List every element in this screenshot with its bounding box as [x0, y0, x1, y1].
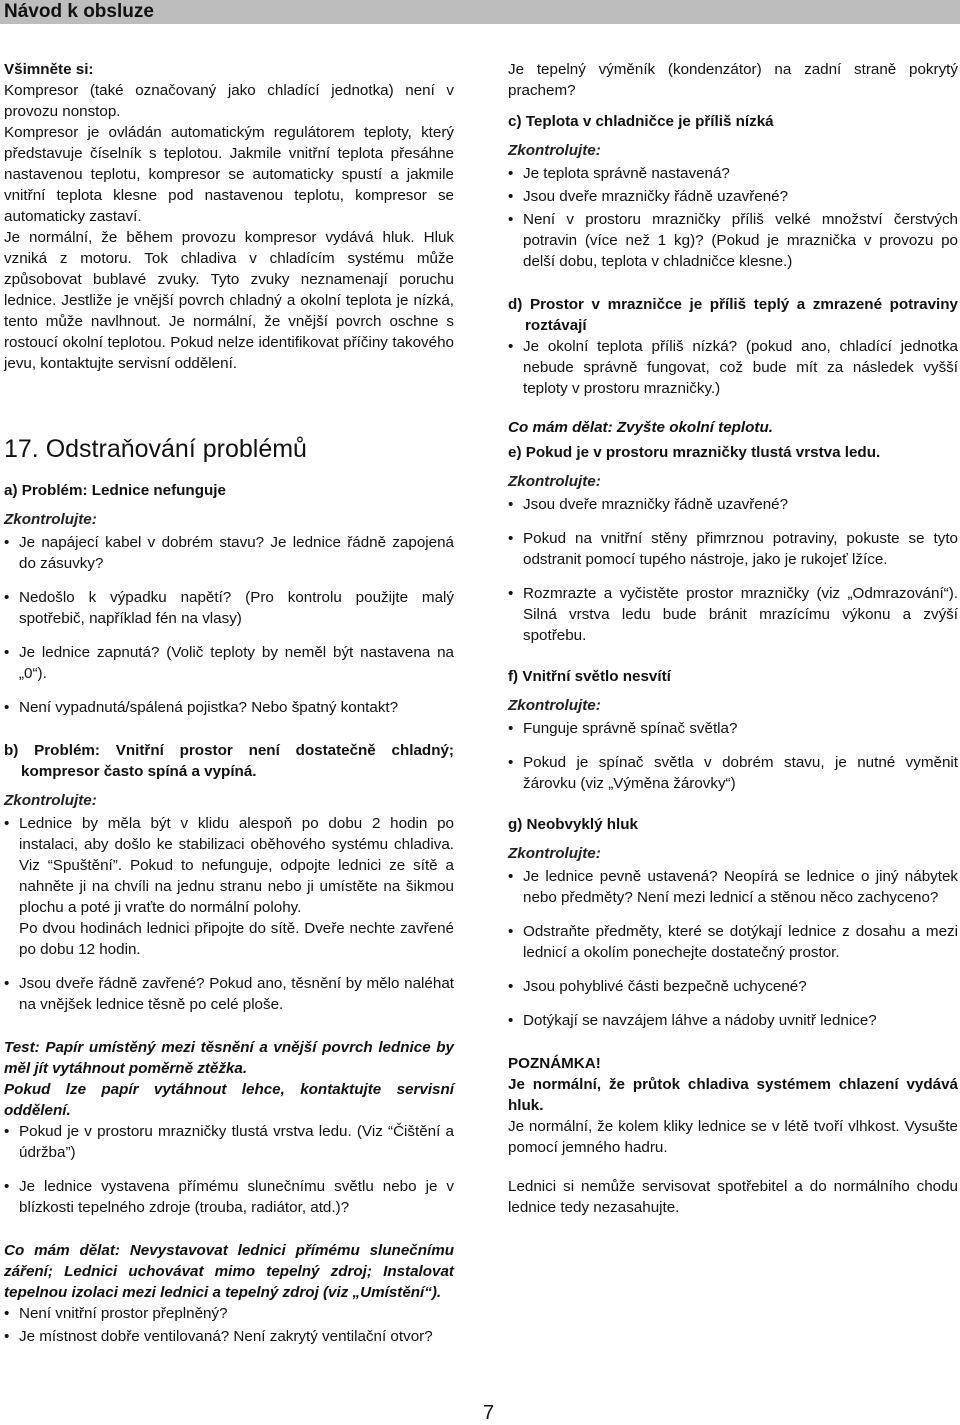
list-item-text: Lednice by měla být v klidu alespoň po dobu 2 hodin po instalaci, aby došlo ke stabilizaci oběhového systému chladiva. Viz “Spuštění”. Pokud to nefunguje, odpojte lednici ze sítě a nahněte ji na chvíli na jednu stranu nebo ji umístěte na šikmou plochu a poté ji vraťte do normální polohy.	[19, 815, 454, 916]
todo-text: Co mám dělat: Zvyšte okolní teplotu.	[508, 419, 773, 436]
check-label: Zkontrolujte:	[4, 792, 97, 809]
list-item: • Není v prostoru mrazničky příliš velké množství čerstvých potravin (více než 1 kg)? (Pokud je mraznička v provozu po delší dobu, teplota v chladničce klesne.)	[508, 209, 958, 272]
problem-d-list	[508, 336, 958, 399]
list-item: • Funguje správně spínač světla?	[508, 718, 958, 739]
header-bar	[0, 0, 960, 24]
list-item: • Rozmrazte a vyčistěte prostor mrazničky (viz „Odmrazování“). Silná vrstva ledu bude bránit mrazícímu výkonu a zvýší spotřebu.	[508, 583, 958, 646]
note-paragraph: Kompresor (také označovaný jako chladící jednotka) není v provozu nonstop.	[4, 82, 454, 120]
list-item	[4, 813, 454, 960]
problem-c-title: c) Teplota v chladničce je příliš nízká	[508, 113, 774, 130]
check-label: Zkontrolujte:	[508, 142, 601, 159]
problem-c-list	[508, 163, 958, 272]
problem-e-title: e) Pokud je v prostoru mrazničky tlustá vrstva ledu.	[508, 444, 881, 461]
problem-e-list	[508, 494, 958, 646]
problem-a-list	[4, 532, 454, 718]
list-item: • Nedošlo k výpadku napětí? (Pro kontrolu použijte malý spotřebič, například fén na vlasy)	[4, 587, 454, 629]
problem-d-title: d) Prostor v mrazničce je příliš teplý a zmrazené potraviny roztávají	[508, 296, 958, 334]
list-item: • Jsou dveře mrazničky řádně uzavřené?	[508, 494, 958, 515]
page-number: 7	[483, 1402, 495, 1424]
list-item: • Není vnitřní prostor přeplněný?	[4, 1303, 454, 1324]
left-column	[4, 59, 454, 1349]
service-text: Lednici si nemůže servisovat spotřebitel a do normálního chodu lednice tedy nezasahujte.	[508, 1178, 958, 1216]
note-heading: POZNÁMKA!	[508, 1055, 601, 1072]
note-title: Všimněte si:	[4, 61, 94, 78]
list-item: • Je lednice vystavena přímému slunečnímu světlu nebo je v blízkosti tepelného zdroje (trouba, radiátor, atd.)?	[4, 1176, 454, 1218]
intro-line: Je tepelný výměník (kondenzátor) na zadní straně pokrytý prachem?	[508, 61, 958, 99]
list-item: • Je teplota správně nastavená?	[508, 163, 958, 184]
test-text: Test: Papír umístěný mezi těsnění a vnější povrch lednice by měl jít vytáhnout poměrně ztěžka.	[4, 1039, 454, 1077]
note-bold-text: Je normální, že průtok chladiva systémem chlazení vydává hluk.	[508, 1076, 958, 1114]
list-item: • Dotýkají se navzájem láhve a nádoby uvnitř lednice?	[508, 1010, 958, 1031]
problem-b-title: b) Problém: Vnitřní prostor není dostatečně chladný; kompresor často spíná a vypíná.	[4, 742, 454, 780]
todo-list	[4, 1303, 454, 1347]
section-title: 17. Odstraňování problémů	[4, 435, 307, 463]
list-item: • Je lednice pevně ustavená? Neopírá se lednice o jiný nábytek nebo předměty? Není mezi lednicí a stěnou něco zachyceno?	[508, 866, 958, 908]
list-item: • Je napájecí kabel v dobrém stavu? Je lednice řádně zapojená do zásuvky?	[4, 532, 454, 574]
list-item: • Odstraňte předměty, které se dotýkají lednice z dosahu a mezi lednicí a okolím ponechejte dostatečný prostor.	[508, 921, 958, 963]
list-item: • Jsou pohyblivé části bezpečně uchycené?	[508, 976, 958, 997]
list-item-continuation: Po dvou hodinách lednici připojte do sítě. Dveře nechte zavřené po dobu 12 hodin.	[19, 920, 454, 958]
test-text: Pokud lze papír vytáhnout lehce, kontaktujte servisní oddělení.	[4, 1081, 454, 1119]
check-label: Zkontrolujte:	[508, 473, 601, 490]
todo-text: Co mám dělat: Nevystavovat lednici přímému slunečnímu záření; Lednici uchovávat mimo tepelný zdroj; Instalovat tepelnou izolaci mezi lednici a tepelný zdroj (viz „Umístění“).	[4, 1242, 454, 1301]
page-title: Návod k obsluze	[4, 1, 154, 22]
list-item: • Není vypadnutá/spálená pojistka? Nebo špatný kontakt?	[4, 697, 454, 718]
problem-f-title: f) Vnitřní světlo nesvítí	[508, 668, 671, 685]
right-column	[508, 59, 958, 1218]
list-item: • Jsou dveře mrazničky řádně uzavřené?	[508, 186, 958, 207]
note-text: Je normální, že kolem kliky lednice se v létě tvoří vlhkost. Vysušte pomocí jemného hadru.	[508, 1118, 958, 1156]
list-item: • Pokud je spínač světla v dobrém stavu, je nutné vyměnit žárovku (viz „Výměna žárovky“)	[508, 752, 958, 794]
problem-b-list	[4, 813, 454, 1015]
problem-g-title: g) Neobvyklý hluk	[508, 816, 638, 833]
list-item: • Je místnost dobře ventilovaná? Není zakrytý ventilační otvor?	[4, 1326, 454, 1347]
list-item: • Pokud je v prostoru mrazničky tlustá vrstva ledu. (Viz “Čištění a údržba”)	[4, 1121, 454, 1163]
problem-g-list	[508, 866, 958, 1031]
list-item: • Pokud na vnitřní stěny přimrznou potraviny, pokuste se tyto odstranit pomocí tupého nástroje, jako je rukojeť lžíce.	[508, 528, 958, 570]
list-item: • Je lednice zapnutá? (Volič teploty by neměl být nastavena na „0“).	[4, 642, 454, 684]
problem-f-list	[508, 718, 958, 794]
check-label: Zkontrolujte:	[508, 845, 601, 862]
list-item: • Jsou dveře řádně zavřené? Pokud ano, těsnění by mělo naléhat na vnějšek lednice těsně po celé ploše.	[4, 973, 454, 1015]
test-list	[4, 1121, 454, 1218]
list-item: • Je okolní teplota příliš nízká? (pokud ano, chladící jednotka nebude správně fungovat, což bude mít za následek vyšší teploty v prostoru mrazničky.)	[508, 336, 958, 399]
problem-a-title: a) Problém: Lednice nefunguje	[4, 482, 226, 499]
check-label: Zkontrolujte:	[508, 697, 601, 714]
note-paragraph: Je normální, že během provozu kompresor vydává hluk. Hluk vzniká z motoru. Tok chladiva v chladícím systému může způsobovat bublavé zvuky. Tyto zvuky neznamenají poruchu lednice. Jestliže je vnější povrch chladný a okolní teplota je nízká, tento může navlhnout. Je normální, že vnější povrch oschne s rostoucí okolní teplotou. Pokud nelze identifikovat příčiny takového jevu, kontaktujte servisní oddělení.	[4, 229, 454, 372]
note-paragraph: Kompresor je ovládán automatickým regulátorem teploty, který představuje číselník s teplotou. Jakmile vnitřní teplota přesáhne nastavenou teplotu, kompresor se automaticky spustí a jakmile vnitřní teplota klesne pod nastavenou teplotu, kompresor se automaticky zastaví.	[4, 124, 454, 225]
check-label: Zkontrolujte:	[4, 511, 97, 528]
